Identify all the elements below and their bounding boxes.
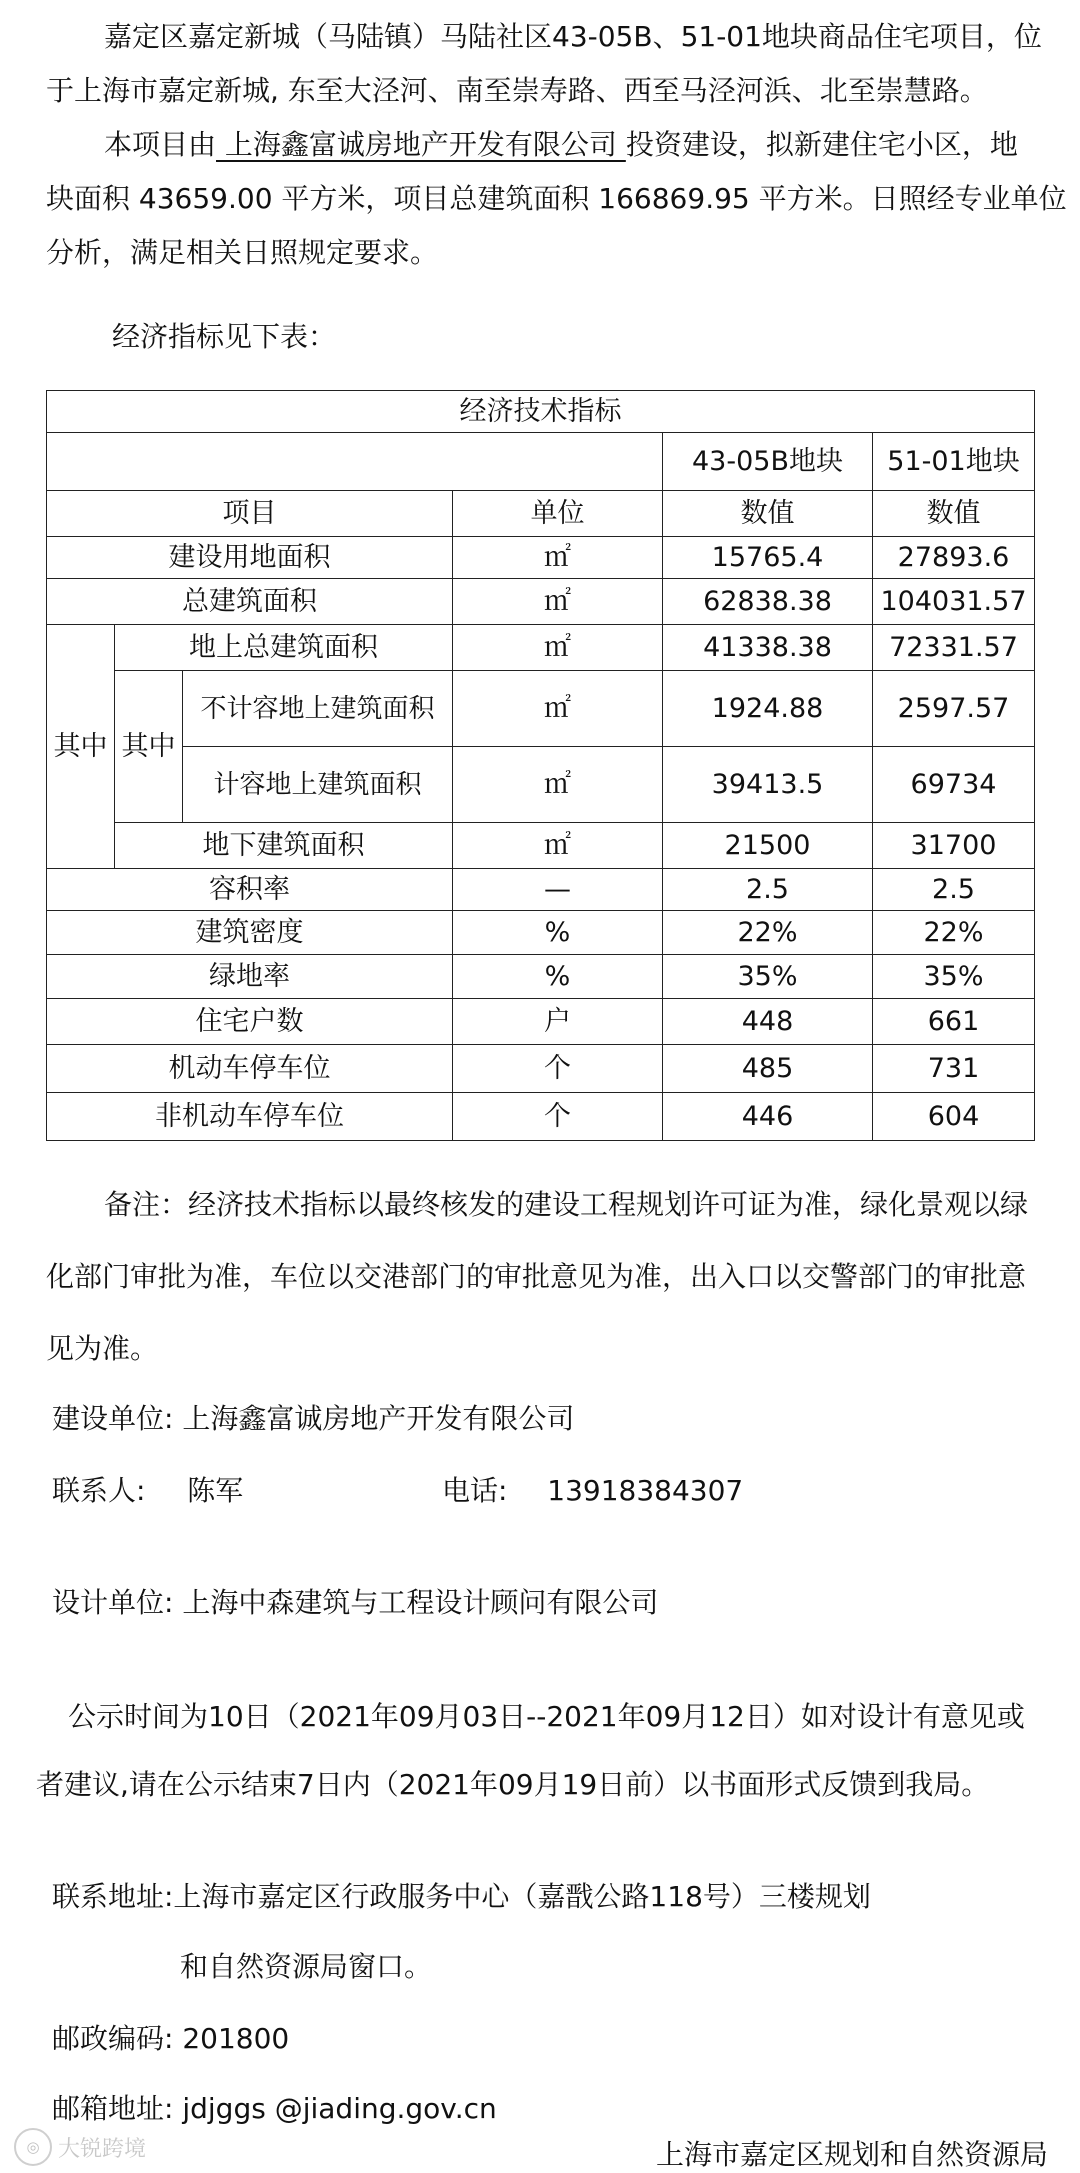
phone-number: 13918384307	[547, 1474, 744, 1507]
notice-line-1: 公示时间为10日（2021年09月03日--2021年09月12日）如对设计有意见或	[68, 1700, 1025, 1733]
intro-line-5: 分析，满足相关日照规定要求。	[46, 236, 439, 269]
table-row	[47, 1045, 1035, 1093]
contact-row	[52, 1474, 243, 1508]
row-item: 建筑密度	[47, 911, 453, 955]
row-value-b: 2597.57	[873, 671, 1035, 747]
row-value-a: 39413.5	[663, 747, 873, 823]
row-value-a: 448	[663, 999, 873, 1045]
row-value-a: 41338.38	[663, 625, 873, 671]
watermark-text: 大锐跨境	[58, 2136, 147, 2162]
table-row	[47, 625, 1035, 671]
row-item: 建设用地面积	[47, 537, 453, 579]
row-value-a: 2.5	[663, 869, 873, 911]
table-column-header-row	[47, 491, 1035, 537]
contact-name: 陈军	[187, 1474, 244, 1507]
row-value-b: 604	[873, 1093, 1035, 1141]
developer-company: 上海鑫富诚房地产开发有限公司	[216, 128, 626, 161]
watermark-logo-icon: ◎	[14, 2128, 52, 2166]
notice-line-2: 者建议,请在公示结束7日内（2021年09月19日前）以书面形式反馈到我局。	[36, 1768, 990, 1801]
row-unit: 个	[453, 1093, 663, 1141]
row-unit: ㎡	[453, 625, 663, 671]
row-value-b: 22%	[873, 911, 1035, 955]
value-a-header: 数值	[663, 491, 873, 537]
issuer-signature: 上海市嘉定区规划和自然资源局	[656, 2138, 1049, 2171]
row-value-b: 31700	[873, 823, 1035, 869]
row-unit: ㎡	[453, 579, 663, 625]
row-unit: ㎡	[453, 671, 663, 747]
row-value-a: 485	[663, 1045, 873, 1093]
row-item: 住宅户数	[47, 999, 453, 1045]
item-header: 项目	[47, 491, 453, 537]
table-plot-header-row	[47, 433, 1035, 491]
address-line-2: 和自然资源局窗口。	[180, 1950, 433, 1983]
row-item: 计容地上建筑面积	[183, 747, 453, 823]
row-value-b: 35%	[873, 955, 1035, 999]
row-item: 非机动车停车位	[47, 1093, 453, 1141]
row-value-b: 72331.57	[873, 625, 1035, 671]
row-unit: %	[453, 911, 663, 955]
row-value-a: 22%	[663, 911, 873, 955]
intro-line-4: 块面积 43659.00 平方米，项目总建筑面积 166869.95 平方米。日照经专业单位	[46, 182, 1067, 215]
phone-row	[442, 1474, 743, 1508]
table-row	[47, 955, 1035, 999]
row-value-b: 27893.6	[873, 537, 1035, 579]
table-row	[47, 823, 1035, 869]
row-value-b: 661	[873, 999, 1035, 1045]
row-value-a: 35%	[663, 955, 873, 999]
value-b-header: 数值	[873, 491, 1035, 537]
table-intro: 经济指标见下表：	[112, 320, 337, 353]
row-unit: 个	[453, 1045, 663, 1093]
row-value-a: 15765.4	[663, 537, 873, 579]
address-line-1: 联系地址:上海市嘉定区行政服务中心（嘉戬公路118号）三楼规划	[52, 1880, 871, 1913]
email-address: 邮箱地址: jdjggs @jiading.gov.cn	[52, 2092, 497, 2125]
intro-line-3	[104, 128, 1018, 162]
table-row	[47, 747, 1035, 823]
table-title: 经济技术指标	[47, 391, 1035, 433]
postcode: 邮政编码: 201800	[52, 2022, 290, 2055]
qizhong-outer-label: 其中	[47, 625, 115, 869]
row-item: 地上总建筑面积	[115, 625, 453, 671]
row-unit: %	[453, 955, 663, 999]
note-line-2: 化部门审批为准，车位以交港部门的审批意见为准，出入口以交警部门的审批意	[46, 1260, 1027, 1293]
table-row	[47, 999, 1035, 1045]
row-value-b: 69734	[873, 747, 1035, 823]
note-line-3: 见为准。	[46, 1332, 159, 1365]
row-value-a: 62838.38	[663, 579, 873, 625]
row-item: 绿地率	[47, 955, 453, 999]
qizhong-inner-label: 其中	[115, 671, 183, 823]
row-item: 地下建筑面积	[115, 823, 453, 869]
row-value-b: 104031.57	[873, 579, 1035, 625]
table-row	[47, 869, 1035, 911]
table-row	[47, 1093, 1035, 1141]
builder-unit: 建设单位: 上海鑫富诚房地产开发有限公司	[52, 1402, 575, 1435]
contact-label: 联系人:	[52, 1474, 146, 1507]
row-item: 机动车停车位	[47, 1045, 453, 1093]
row-value-a: 21500	[663, 823, 873, 869]
row-item: 总建筑面积	[47, 579, 453, 625]
intro-line-3-start: 本项目由	[104, 128, 217, 161]
phone-label: 电话:	[442, 1474, 508, 1507]
table-row	[47, 911, 1035, 955]
row-item: 容积率	[47, 869, 453, 911]
table-row	[47, 579, 1035, 625]
row-unit: ㎡	[453, 823, 663, 869]
table-row	[47, 671, 1035, 747]
intro-line-3-end: 投资建设，拟新建住宅小区，地	[625, 128, 1018, 161]
empty-header-cell	[47, 433, 663, 491]
row-unit: 户	[453, 999, 663, 1045]
row-unit: ㎡	[453, 537, 663, 579]
row-value-a: 1924.88	[663, 671, 873, 747]
row-unit: —	[453, 869, 663, 911]
row-value-b: 731	[873, 1045, 1035, 1093]
watermark	[14, 2128, 146, 2166]
economic-indicator-table	[46, 390, 1035, 1141]
row-item: 不计容地上建筑面积	[183, 671, 453, 747]
row-unit: ㎡	[453, 747, 663, 823]
note-line-1: 备注：经济技术指标以最终核发的建设工程规划许可证为准，绿化景观以绿	[104, 1188, 1029, 1221]
row-value-a: 446	[663, 1093, 873, 1141]
table-row	[47, 537, 1035, 579]
plot-a-header: 43-05B地块	[663, 433, 873, 491]
design-unit: 设计单位: 上海中森建筑与工程设计顾问有限公司	[52, 1586, 659, 1619]
unit-header: 单位	[453, 491, 663, 537]
table-title-row	[47, 391, 1035, 433]
intro-line-2: 于上海市嘉定新城, 东至大泾河、南至崇寿路、西至马泾河浜、北至崇慧路。	[46, 74, 988, 107]
intro-line-1: 嘉定区嘉定新城（马陆镇）马陆社区43-05B、51-01地块商品住宅项目，位	[104, 20, 1042, 53]
row-value-b: 2.5	[873, 869, 1035, 911]
plot-b-header: 51-01地块	[873, 433, 1035, 491]
